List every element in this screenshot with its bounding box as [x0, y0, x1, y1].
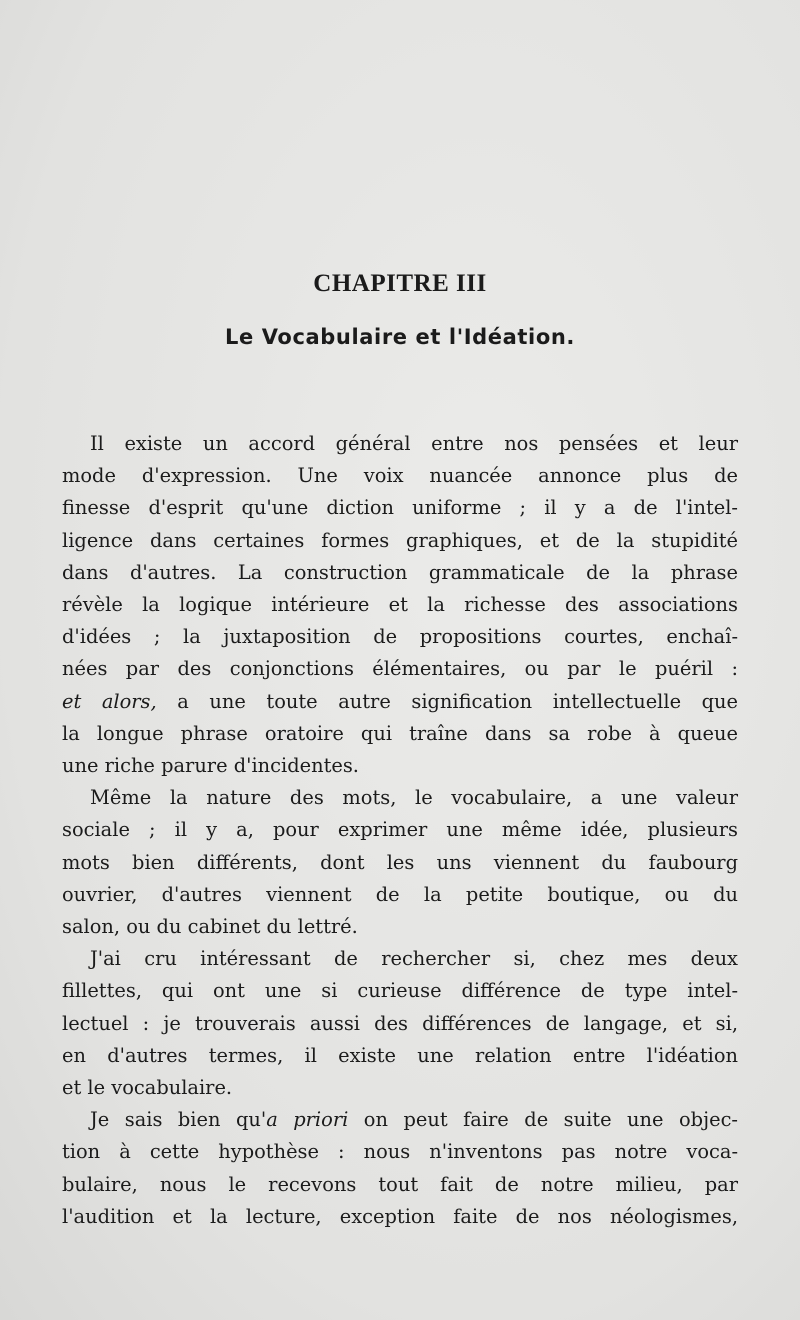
text-line: tion à cette hypothèse : nous n'inventons pas notre voca-: [62, 1140, 738, 1164]
text-line: en d'autres termes, il existe une relation entre l'idéation: [62, 1043, 738, 1067]
text-line: finesse d'esprit qu'une diction uniforme ; il y a de l'intel-: [62, 496, 738, 520]
text-line: nées par des conjonctions élémentaires, ou par le puéril :: [62, 657, 738, 681]
text-line: [62, 686, 738, 718]
paragraph-1: [62, 428, 738, 782]
text-line: Même la nature des mots, le vocabulaire, a une valeur: [90, 786, 738, 810]
text-line: sociale ; il y a, pour exprimer une même idée, plusieurs: [62, 818, 738, 842]
text-line: lectuel : je trouverais aussi des différences de langage, et si,: [62, 1011, 738, 1035]
text-line: Il existe un accord général entre nos pensées et leur: [90, 432, 738, 455]
text-line: ligence dans certaines formes graphiques, et de la stupidité: [62, 528, 738, 552]
paragraph-4: [62, 1104, 738, 1233]
chapter-subtitle: Le Vocabulaire et l'Idéation.: [224, 325, 576, 349]
text-line: la longue phrase oratoire qui traîne dans sa robe à queue: [62, 721, 738, 745]
text-line: dans d'autres. La construction grammaticale de la phrase: [62, 560, 738, 584]
text-line: bulaire, nous le recevons tout fait de notre milieu, par: [62, 1172, 738, 1196]
text-line: ouvrier, d'autres viennent de la petite boutique, ou du: [62, 882, 738, 906]
chapter-heading: CHAPITRE III: [313, 270, 487, 297]
text-line: [62, 1104, 738, 1136]
italic-phrase: et alors,: [62, 689, 157, 713]
text-line: une riche parure d'incidentes.: [62, 754, 359, 778]
text-line: mots bien différents, dont les uns viennent du faubourg: [62, 850, 738, 874]
paragraph-3: [62, 943, 738, 1104]
text-fragment: Je sais bien qu': [90, 1108, 267, 1132]
italic-phrase: a priori: [266, 1108, 349, 1132]
text-line: salon, ou du cabinet du lettré.: [62, 915, 358, 939]
text-line: fillettes, qui ont une si curieuse différence de type intel-: [62, 979, 738, 1003]
text-line: mode d'expression. Une voix nuancée annonce plus de: [62, 464, 738, 488]
text-fragment: on peut faire de suite une objec-: [348, 1108, 738, 1132]
chapter-body: [62, 428, 738, 1233]
text-fragment: a une toute autre signification intellectuelle que: [156, 689, 738, 713]
text-line: l'audition et la lecture, exception faite de nos néologismes,: [62, 1204, 738, 1228]
text-line: révèle la logique intérieure et la richesse des associations: [62, 593, 738, 617]
text-line: et le vocabulaire.: [62, 1076, 233, 1100]
text-line: d'idées ; la juxtaposition de propositions courtes, enchaî-: [62, 625, 738, 649]
text-line: J'ai cru intéressant de rechercher si, chez mes deux: [90, 947, 738, 971]
paragraph-2: [62, 782, 738, 943]
